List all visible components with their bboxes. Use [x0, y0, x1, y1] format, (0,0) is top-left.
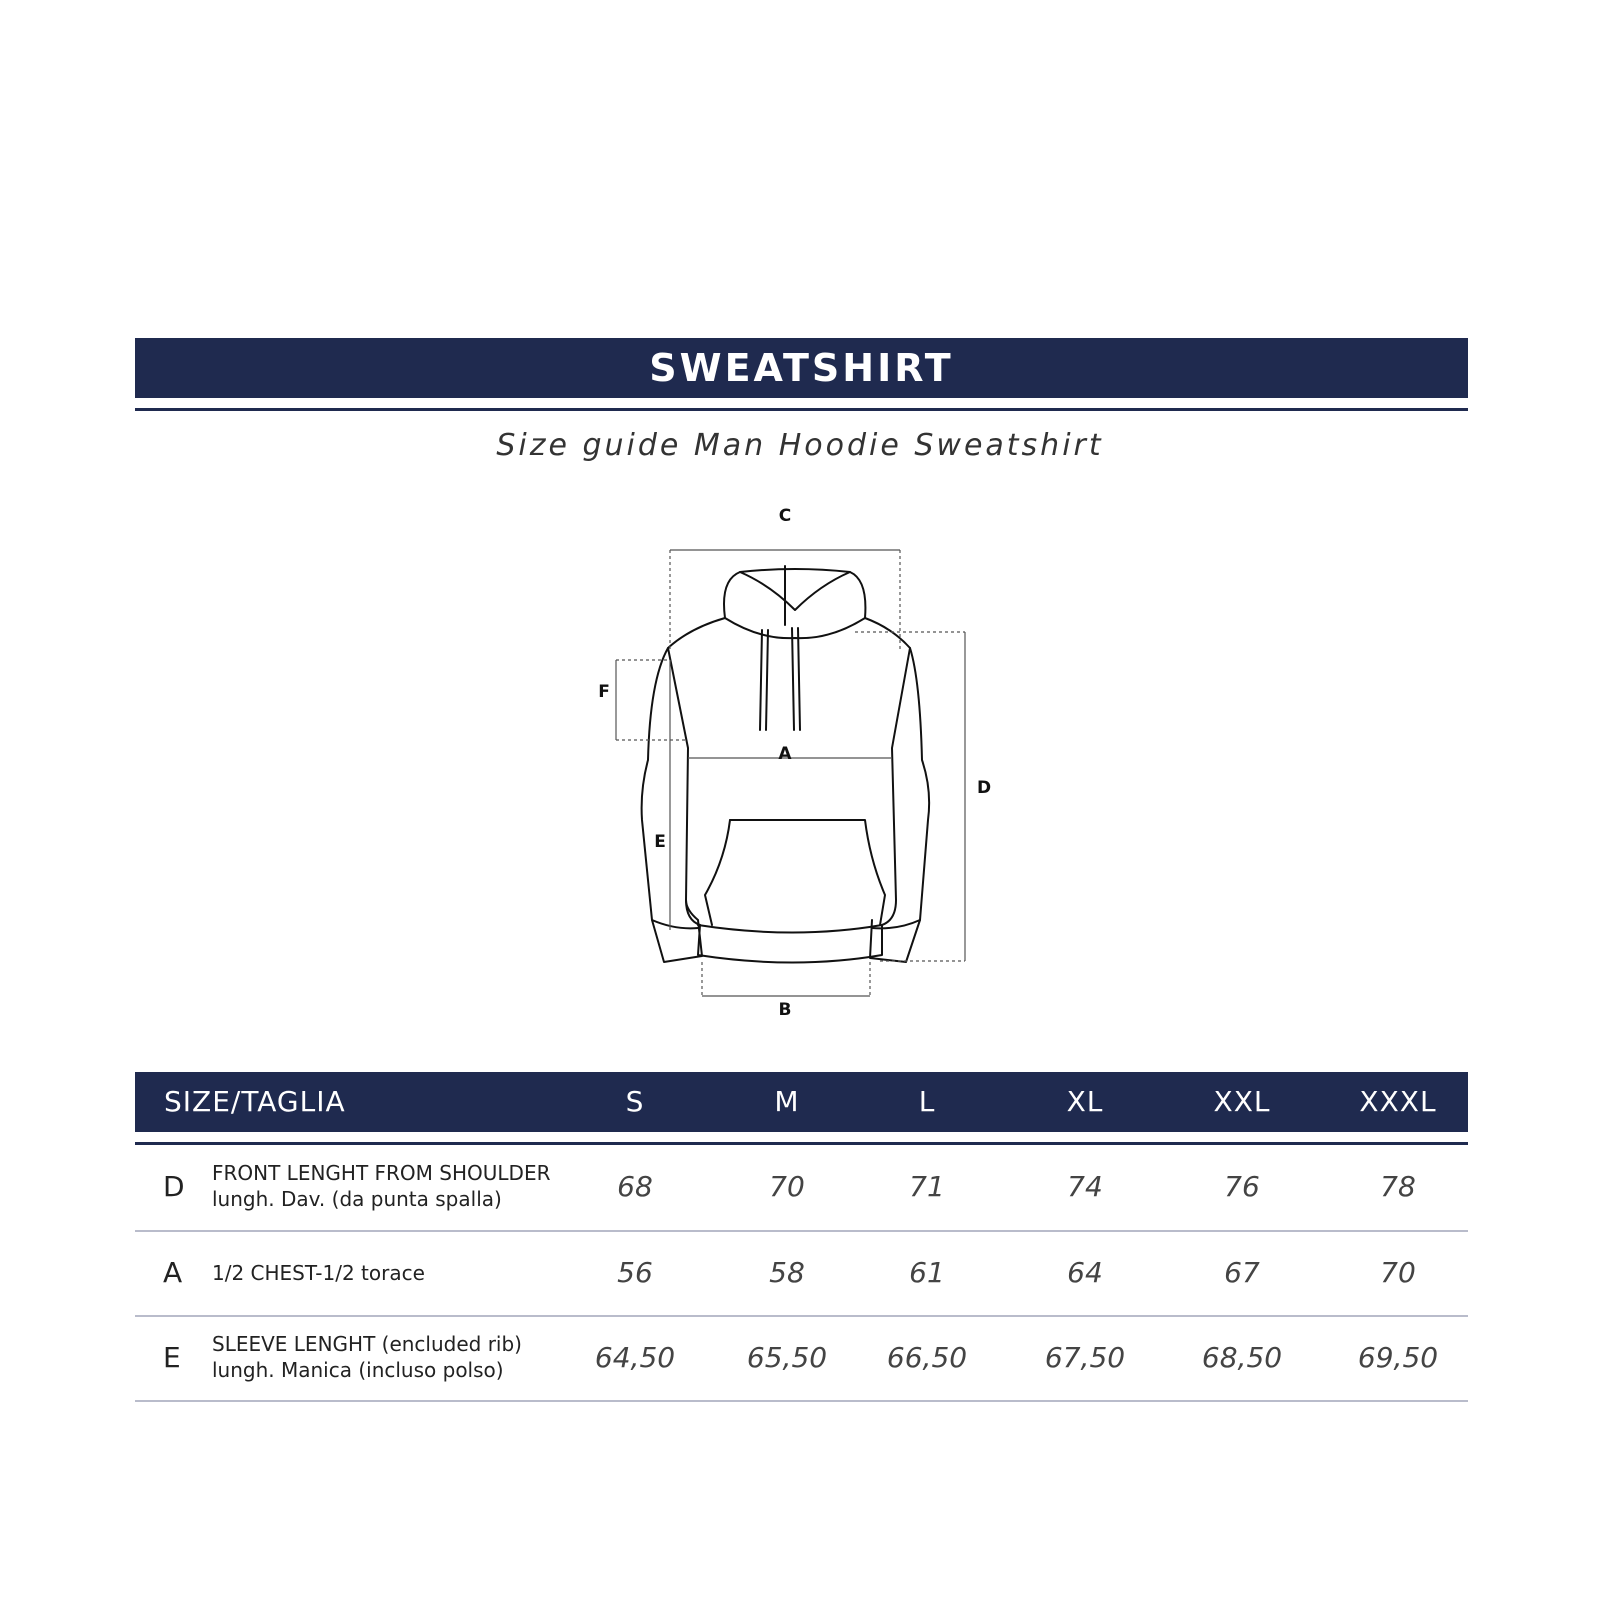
cell-value: 58: [769, 1256, 805, 1289]
header-size-l: L: [918, 1085, 936, 1118]
cell-value: 70: [769, 1170, 805, 1203]
header-divider: [135, 1142, 1468, 1145]
row-description: [212, 1260, 425, 1286]
row-letter: E: [163, 1341, 181, 1374]
label-e: E: [654, 832, 666, 852]
cell-value: 64,50: [594, 1341, 676, 1374]
cell-value: 70: [1380, 1256, 1416, 1289]
cell-value: 69,50: [1357, 1341, 1439, 1374]
row-description-line1: FRONT LENGHT FROM SHOULDER: [212, 1161, 551, 1185]
label-c: C: [778, 506, 792, 526]
row-description-line1: SLEEVE LENGHT (encluded rib): [212, 1332, 522, 1356]
label-f: F: [598, 682, 610, 702]
cell-value: 74: [1067, 1170, 1103, 1203]
cell-value: 66,50: [886, 1341, 968, 1374]
title-divider: [135, 408, 1468, 411]
table-header: [135, 1072, 1468, 1132]
label-d: D: [976, 778, 992, 798]
subtitle: Size guide Man Hoodie Sweatshirt: [496, 428, 1104, 463]
header-size-s: S: [625, 1085, 645, 1118]
row-description-line2: lungh. Manica (incluso polso): [212, 1358, 504, 1382]
table-row: [135, 1232, 1468, 1316]
header-size-xl: XL: [1066, 1085, 1104, 1118]
label-a: A: [778, 744, 792, 764]
page-title: SWEATSHIRT: [649, 346, 954, 390]
header-size-xxxl: XXXL: [1359, 1085, 1437, 1118]
cell-value: 67: [1224, 1256, 1260, 1289]
cell-value: 68: [617, 1170, 653, 1203]
row-description-line1: 1/2 CHEST-1/2 torace: [212, 1261, 425, 1285]
row-letter: D: [163, 1170, 185, 1203]
cell-value: 65,50: [746, 1341, 828, 1374]
header-size-xxl: XXL: [1213, 1085, 1271, 1118]
row-separator: [135, 1400, 1468, 1402]
table-row: [135, 1317, 1468, 1401]
header-size-label: SIZE/TAGLIA: [164, 1085, 346, 1118]
cell-value: 56: [617, 1256, 653, 1289]
row-description: [212, 1160, 550, 1212]
row-description-line2: lungh. Dav. (da punta spalla): [212, 1187, 502, 1211]
table-row: [135, 1146, 1468, 1230]
hoodie-diagram: [580, 500, 1020, 1030]
row-letter: A: [163, 1256, 183, 1289]
cell-value: 71: [909, 1170, 945, 1203]
header-size-m: M: [774, 1085, 800, 1118]
label-b: B: [778, 1000, 792, 1020]
cell-value: 76: [1224, 1170, 1260, 1203]
cell-value: 78: [1380, 1170, 1416, 1203]
title-bar: [135, 338, 1468, 398]
cell-value: 68,50: [1201, 1341, 1283, 1374]
hoodie-drawing: [580, 500, 1020, 1030]
row-description: [212, 1331, 522, 1383]
cell-value: 64: [1067, 1256, 1103, 1289]
cell-value: 61: [909, 1256, 945, 1289]
cell-value: 67,50: [1044, 1341, 1126, 1374]
